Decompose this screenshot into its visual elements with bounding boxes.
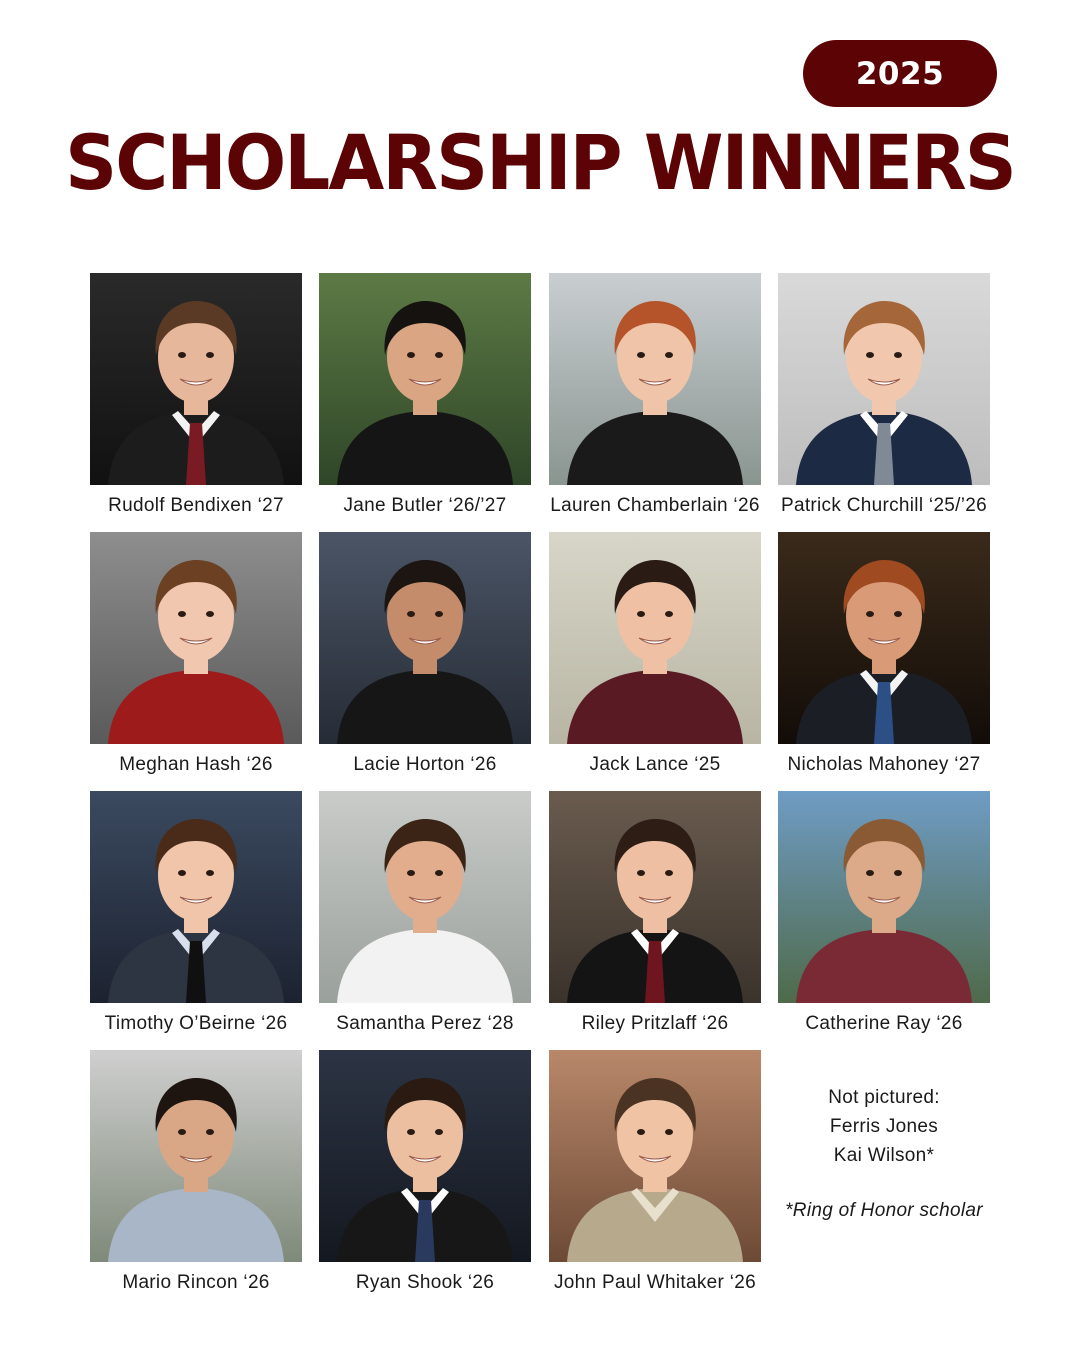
- portrait-photo: [90, 532, 302, 744]
- winner-name: Timothy O’Beirne ‘26: [104, 1013, 288, 1034]
- winner-card: [90, 1050, 302, 1293]
- winner-name: Patrick Churchill ‘25/’26: [780, 495, 988, 516]
- not-pictured-name: Ferris Jones: [829, 1116, 939, 1137]
- winner-card: [549, 532, 761, 775]
- not-pictured-name: Kai Wilson*: [833, 1145, 935, 1166]
- portrait-photo: [549, 791, 761, 1003]
- winner-card: [778, 273, 990, 516]
- winner-card: [778, 791, 990, 1034]
- page-title: SCHOLARSHIP WINNERS: [65, 118, 1015, 207]
- winner-card: [319, 532, 531, 775]
- portrait-photo: [90, 791, 302, 1003]
- winner-card: [549, 273, 761, 516]
- winner-card: [90, 532, 302, 775]
- winner-name: Lauren Chamberlain ‘26: [550, 495, 760, 516]
- winner-name: John Paul Whitaker ‘26: [554, 1272, 756, 1293]
- portrait-photo: [319, 532, 531, 744]
- portrait-photo: [549, 273, 761, 485]
- winner-name: Riley Pritzlaff ‘26: [581, 1013, 729, 1034]
- winner-card: [90, 791, 302, 1034]
- portrait-photo: [319, 273, 531, 485]
- winner-name: Mario Rincon ‘26: [122, 1272, 270, 1293]
- not-pictured-list: [778, 1083, 990, 1170]
- portrait-photo: [549, 532, 761, 744]
- winner-name: Ryan Shook ‘26: [355, 1272, 495, 1293]
- portrait-photo: [90, 273, 302, 485]
- ring-of-honor-footnote: *Ring of Honor scholar: [785, 1200, 983, 1221]
- winner-name: Jack Lance ‘25: [589, 754, 721, 775]
- winner-card: [549, 1050, 761, 1293]
- winner-name: Nicholas Mahoney ‘27: [787, 754, 981, 775]
- winner-name: Rudolf Bendixen ‘27: [108, 495, 284, 516]
- portrait-photo: [778, 791, 990, 1003]
- not-pictured-heading: Not pictured:: [828, 1087, 940, 1108]
- winner-card: [319, 1050, 531, 1293]
- portrait-photo: [319, 791, 531, 1003]
- winner-name: Meghan Hash ‘26: [119, 754, 273, 775]
- portrait-photo: [778, 273, 990, 485]
- portrait-photo: [319, 1050, 531, 1262]
- winner-name: Jane Butler ‘26/’27: [343, 495, 507, 516]
- winner-name: Catherine Ray ‘26: [805, 1013, 963, 1034]
- winner-card: [319, 791, 531, 1034]
- winner-card: [549, 791, 761, 1034]
- winner-card: [778, 532, 990, 775]
- portrait-photo: [90, 1050, 302, 1262]
- portrait-photo: [549, 1050, 761, 1262]
- year-label: 2025: [855, 55, 945, 92]
- winner-card: [90, 273, 302, 516]
- winner-name: Samantha Perez ‘28: [336, 1013, 514, 1034]
- portrait-photo: [778, 532, 990, 744]
- winner-card: [319, 273, 531, 516]
- winner-name: Lacie Horton ‘26: [353, 754, 497, 775]
